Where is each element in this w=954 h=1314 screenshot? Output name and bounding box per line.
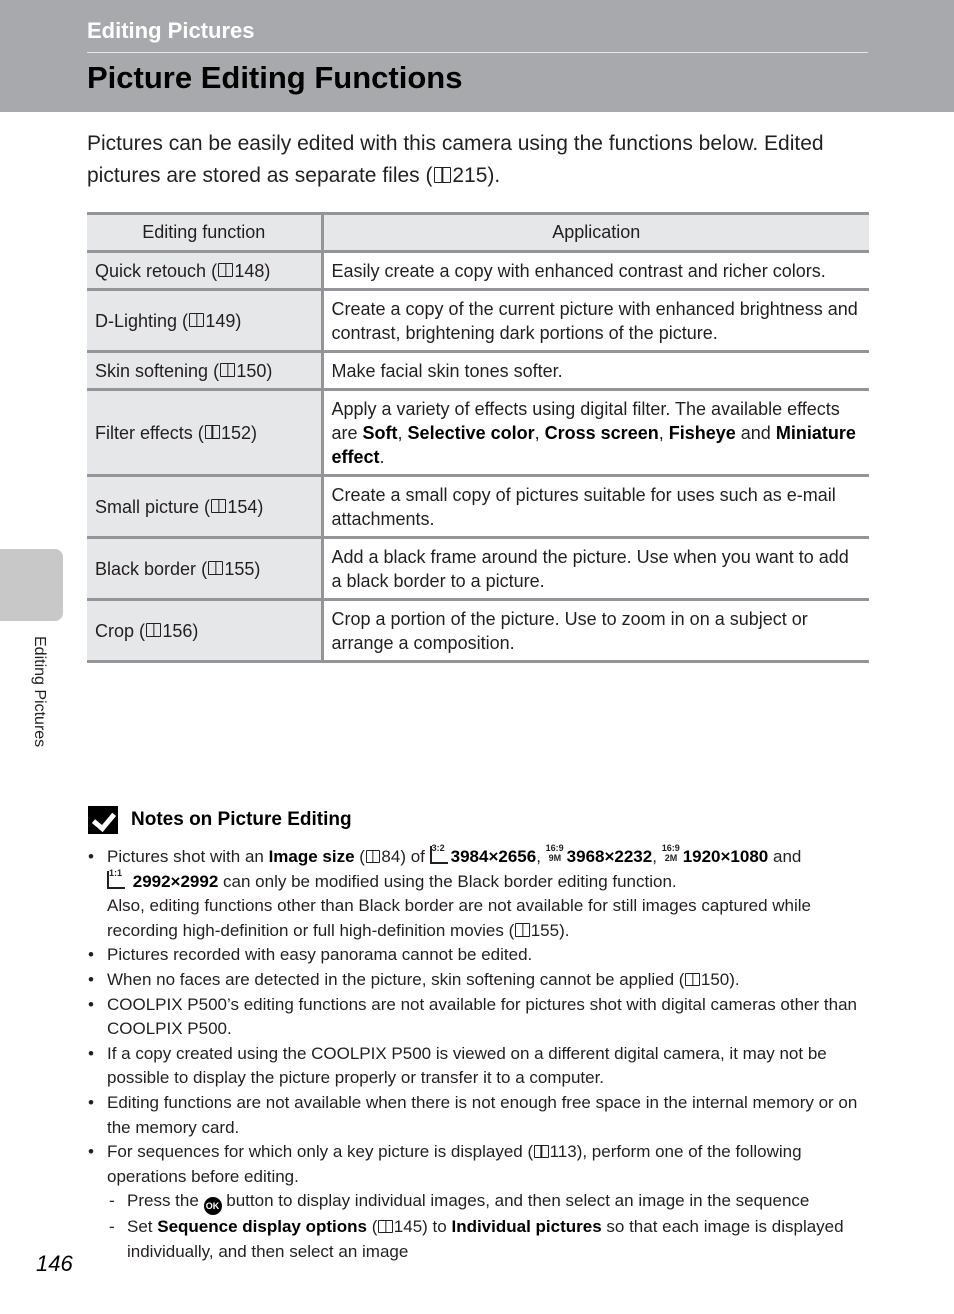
table-row xyxy=(87,290,869,352)
effect-name: Soft xyxy=(362,422,398,443)
function-name: Crop xyxy=(95,620,135,641)
table-row xyxy=(87,252,869,290)
book-reference-icon xyxy=(208,561,223,575)
note-text: For sequences for which only a key picture is displayed ( xyxy=(107,1142,534,1162)
note-text: Pictures shot with an xyxy=(107,847,269,866)
separator: , xyxy=(534,422,545,443)
sub-list-item: - Set Sequence display options ( 145) to Individual pictures so that each image is displayed individually, and then select an image xyxy=(107,1215,872,1264)
checkmark-icon xyxy=(88,806,118,834)
icon-size: 2M xyxy=(664,853,678,863)
book-reference-icon xyxy=(378,1220,392,1233)
book-reference-icon xyxy=(515,923,529,936)
function-name: Skin softening xyxy=(95,360,209,381)
intro-text: Pictures can be easily edited with this camera using the functions below. Edited pictures are stored as separate files ( xyxy=(87,132,824,187)
application-cell: Add a black frame around the picture. Use when you want to add a black border to a picture. xyxy=(322,538,869,600)
list-item: • COOLPIX P500’s editing functions are not available for pictures shot with digital cameras other than COOLPIX P500. xyxy=(87,993,872,1042)
column-header-application: Application xyxy=(322,214,869,252)
book-reference-icon xyxy=(366,850,380,863)
separator: . xyxy=(379,446,385,467)
note-text: so that each image is displayed individually, and then select an image xyxy=(127,1217,844,1261)
page-title: Picture Editing Functions xyxy=(87,60,463,95)
function-page: 156 xyxy=(162,620,193,641)
function-name: Small picture xyxy=(95,496,200,517)
image-size-16-9-2m-icon xyxy=(661,843,680,864)
chapter-tab xyxy=(0,549,63,621)
book-reference-icon xyxy=(220,363,235,377)
function-name: Quick retouch xyxy=(95,260,207,281)
note-text: ). xyxy=(729,969,740,989)
image-size-value: 3984×2656 xyxy=(450,847,537,866)
ref-page: 113 xyxy=(549,1142,577,1162)
function-cell: Small picture ( 154) xyxy=(87,476,322,538)
table-row xyxy=(87,600,869,662)
function-cell: Crop ( 156) xyxy=(87,600,322,662)
column-header-function: Editing function xyxy=(87,214,322,252)
function-page: 152 xyxy=(221,422,252,443)
chapter-tab-label: Editing Pictures xyxy=(31,636,48,748)
function-page: 149 xyxy=(205,310,236,331)
list-item: • Editing functions are not available when there is not enough free space in the internal memory or on the memory card. xyxy=(87,1091,872,1140)
table-row xyxy=(87,390,869,476)
application-cell: Create a copy of the current picture with enhanced brightness and contrast, brightening dark portions of the picture. xyxy=(322,290,869,352)
application-cell: Easily create a copy with enhanced contrast and richer colors. xyxy=(322,252,869,290)
book-reference-icon xyxy=(146,623,161,637)
icon-ratio: 3:2 xyxy=(431,843,445,853)
table-row xyxy=(87,352,869,390)
function-cell: Quick retouch ( 148) xyxy=(87,252,322,290)
book-reference-icon xyxy=(211,499,226,513)
application-cell: Crop a portion of the picture. Use to zoom in on a subject or arrange a composition. xyxy=(322,600,869,662)
book-reference-icon xyxy=(534,1145,548,1158)
application-cell: Create a small copy of pictures suitable for uses such as e-mail attachments. xyxy=(322,476,869,538)
ref-page: 145 xyxy=(393,1217,423,1237)
ref-page: 155 xyxy=(530,920,560,940)
application-cell: Make facial skin tones softer. xyxy=(322,352,869,390)
list-item xyxy=(87,968,872,993)
notes-heading xyxy=(88,806,352,834)
notes-title: Notes on Picture Editing xyxy=(131,809,352,830)
header-divider xyxy=(87,52,868,53)
book-reference-icon xyxy=(205,425,220,439)
menu-option-value: Individual pictures xyxy=(451,1217,602,1237)
note-text: When no faces are detected in the picture, skin softening cannot be applied ( xyxy=(107,969,685,989)
function-cell: Skin softening ( 150) xyxy=(87,352,322,390)
table-row xyxy=(87,476,869,538)
intro-paragraph xyxy=(87,128,877,192)
function-page: 148 xyxy=(234,260,265,281)
ok-button-icon: OK xyxy=(204,1197,222,1215)
book-reference-icon xyxy=(189,313,204,327)
function-page: 150 xyxy=(236,360,267,381)
function-page: 155 xyxy=(224,558,255,579)
note-text: ). xyxy=(559,920,570,940)
effect-name: Miniature effect xyxy=(331,422,856,467)
image-size-3-2-icon xyxy=(430,843,448,864)
book-reference-icon xyxy=(685,973,699,986)
note-text: Press the xyxy=(127,1191,204,1211)
note-text: button to display individual images, and then select an image in the sequence xyxy=(221,1191,810,1211)
effect-name: Fisheye xyxy=(668,422,736,443)
page-number: 146 xyxy=(36,1251,73,1276)
function-name: Filter effects xyxy=(95,422,193,443)
application-cell xyxy=(322,390,869,476)
function-page: 154 xyxy=(227,496,258,517)
icon-size: 9M xyxy=(548,853,562,863)
note-text: Also, editing functions other than Black border are not available for still images captured while recording high-definition or full high-definition movies ( xyxy=(107,896,811,940)
intro-text-end: ). xyxy=(487,164,501,187)
icon-ratio: 16:9 xyxy=(661,843,680,853)
ref-page: 84 xyxy=(381,847,401,866)
image-size-value: 1920×1080 xyxy=(682,847,769,866)
icon-ratio: 1:1 xyxy=(109,867,123,878)
image-size-1-1-icon xyxy=(107,867,125,889)
section-title: Editing Pictures xyxy=(87,18,255,43)
image-size-label: Image size xyxy=(268,847,355,866)
icon-ratio: 16:9 xyxy=(545,843,564,853)
note-text: and xyxy=(773,847,802,866)
ref-page: 150 xyxy=(700,969,730,989)
list-item xyxy=(87,1140,872,1264)
separator: , xyxy=(658,422,669,443)
function-name: Black border xyxy=(95,558,197,579)
function-cell: Filter effects ( 152) xyxy=(87,390,322,476)
table-row xyxy=(87,538,869,600)
list-item: • Pictures shot with an Image size ( 84) of 3:2 3984×2656, 16:9 9M 3968×2232, 16:9 2M 1920×1080 and 1:1 2992×2992 can only be modified using the Black border editing function. Also, editing functions other than Black border are not available for still images captured while recording high-definition or full high-definition movies ( 155). xyxy=(87,845,872,943)
image-size-value: 3968×2232 xyxy=(566,847,653,866)
note-text: ) to xyxy=(422,1217,452,1237)
function-cell: Black border ( 155) xyxy=(87,538,322,600)
image-size-value: 2992×2992 xyxy=(132,871,219,891)
book-reference-icon xyxy=(218,263,233,277)
function-name: D-Lighting xyxy=(95,310,178,331)
function-cell: D-Lighting ( 149) xyxy=(87,290,322,352)
note-text: ), perform one of the following operations before editing. xyxy=(107,1142,802,1186)
list-item: • If a copy created using the COOLPIX P500 is viewed on a different digital camera, it may not be possible to display the picture properly or transfer it to a computer. xyxy=(87,1042,872,1091)
section-header xyxy=(0,0,954,112)
intro-ref-page: 215 xyxy=(452,164,488,187)
note-text: can only be modified using the Black border editing function. xyxy=(218,871,677,891)
menu-option-name: Sequence display options xyxy=(157,1217,367,1237)
book-reference-icon xyxy=(434,167,452,183)
sub-list-item xyxy=(107,1189,872,1215)
editing-functions-table xyxy=(87,212,869,663)
note-text: Set xyxy=(127,1217,158,1237)
effect-name: Selective color xyxy=(407,422,535,443)
separator: and xyxy=(735,422,776,443)
separator: , xyxy=(397,422,408,443)
table-header-row xyxy=(87,214,869,252)
application-text: Apply a variety of effects using digital filter. The available effects are xyxy=(331,398,840,443)
image-size-16-9-9m-icon xyxy=(545,843,564,864)
effect-name: Cross screen xyxy=(544,422,659,443)
note-text: of xyxy=(406,847,430,866)
list-item: • Pictures recorded with easy panorama cannot be edited. xyxy=(87,943,872,968)
notes-list xyxy=(87,845,872,1265)
